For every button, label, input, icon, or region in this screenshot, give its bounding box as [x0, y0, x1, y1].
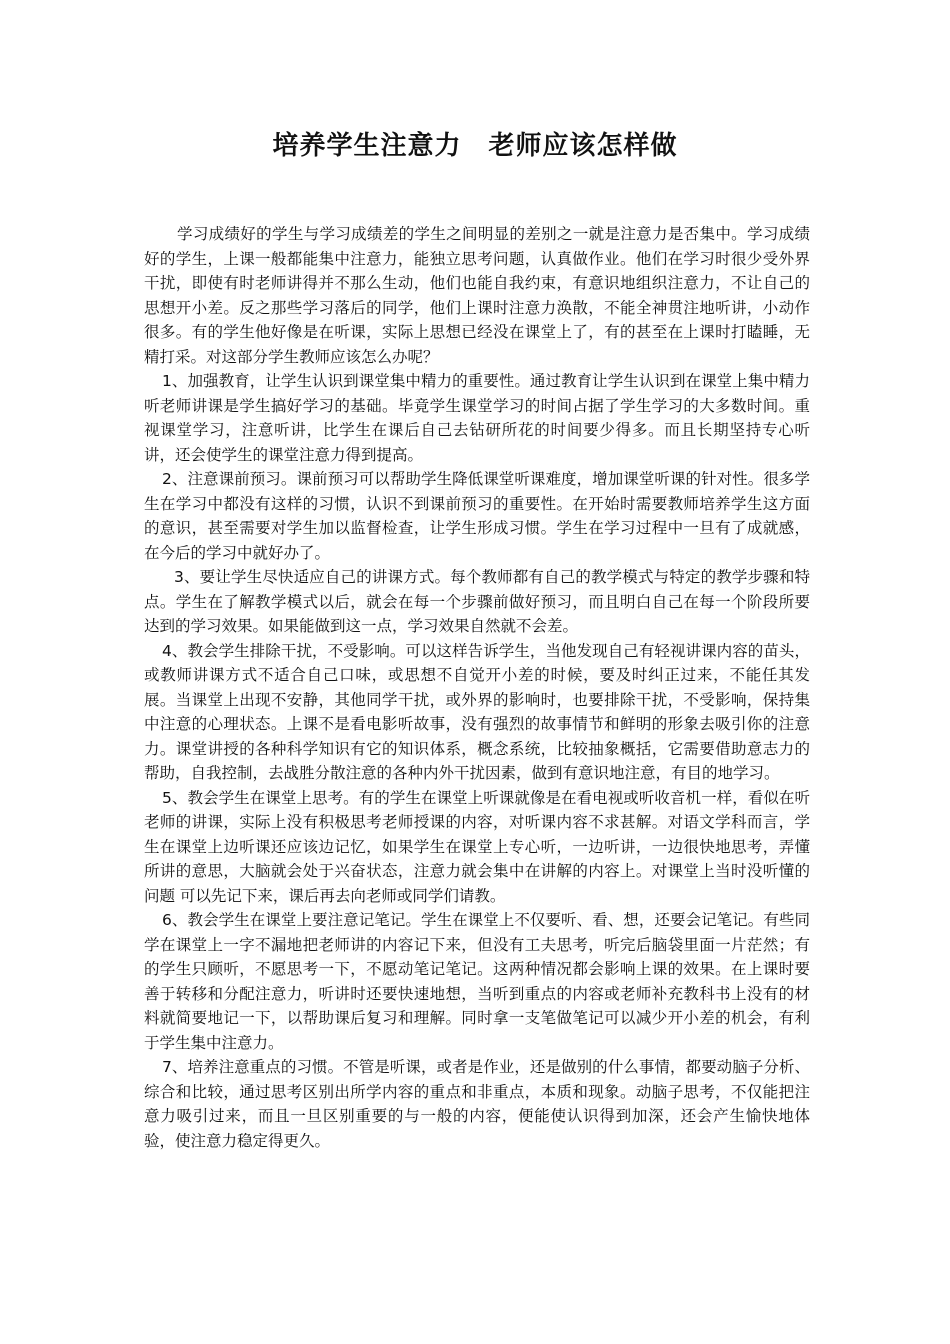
intro-paragraph: 学习成绩好的学生与学习成绩差的学生之间明显的差别之一就是注意力是否集中。学习成绩好的学生，上课一般都能集中注意力，能独立思考问题，认真做作业。他们在学习时很少受外界干扰，即使有时老师讲得并不那么生动，他们也能自我约束，有意识地组织注意力，不让自己的思想开小差。反之那些学习落后的同学，他们上课时注意力涣散，不能全神贯注地听讲，小动作很多。有的学生他好像是在听课，实际上思想已经没在课堂上了，有的甚至在上课时打瞌睡，无精打采。对这部分学生教师应该怎么办呢？ — [144, 225, 810, 366]
point-paragraph-5: 5、教会学生在课堂上思考。有的学生在课堂上听课就像是在看电视或听收音机一样，看似在听老师的讲课，实际上没有积极思考老师授课的内容，对听课内容不求甚解。对语文学科而言，学生在课堂上边听课还应该边记忆，如果学生在课堂上专心听，一边听讲，一边很快地思考，弄懂所讲的意思，大脑就会处于兴奋状态，注意力就会集中在讲解的内容上。对课堂上当时没听懂的问题 可以先记下来，课后再去向老师或同学们请教。 — [144, 788, 810, 905]
point-paragraph-4: 4、教会学生排除干扰，不受影响。可以这样告诉学生，当他发现自己有轻视讲课内容的苗头，或教师讲课方式不适合自己口味，或思想不自觉开小差的时候，要及时纠正过来，不能任其发展。当课堂上出现不安静，其他同学干扰，或外界的影响时，也要排除干扰，不受影响，保持集中注意的心理状态。上课不是看电影听故事，没有强烈的故事情节和鲜明的形象去吸引你的注意力。课堂讲授的各种科学知识有它的知识体系，概念系统，比较抽象概括，它需要借助意志力的帮助，自我控制，去战胜分散注意的各种内外干扰因素，做到有意识地注意，有目的地学习。 — [144, 641, 810, 782]
document-body — [144, 222, 810, 1153]
point-paragraph-7: 7、培养注意重点的习惯。不管是听课，或者是作业，还是做别的什么事情，都要动脑子分析、综合和比较，通过思考区别出所学内容的重点和非重点，本质和现象。动脑子思考，不仅能把注意力吸引过来，而且一旦区别重要的与一般的内容，便能使认识得到加深，还会产生愉快地体验，使注意力稳定得更久。 — [144, 1058, 810, 1150]
point-paragraph-1: 1、加强教育，让学生认识到课堂集中精力的重要性。通过教育让学生认识到在课堂上集中精力听老师讲课是学生搞好学习的基础。毕竟学生课堂学习的时间占据了学生学习的大多数时间。重视课堂学习，注意听讲，比学生在课后自己去钻研所花的时间要少得多。而且长期坚持专心听讲，还会使学生的课堂注意力得到提高。 — [144, 372, 810, 464]
point-paragraph-3: 3、要让学生尽快适应自己的讲课方式。每个教师都有自己的教学模式与特定的教学步骤和特点。学生在了解教学模式以后，就会在每一个步骤前做好预习，而且明白自己在每一个阶段所要达到的学习效果。如果能做到这一点，学习效果自然就不会差。 — [144, 568, 810, 635]
document-title: 培养学生注意力 老师应该怎样做 — [272, 131, 678, 161]
point-paragraph-2: 2、注意课前预习。课前预习可以帮助学生降低课堂听课难度，增加课堂听课的针对性。很多学生在学习中都没有这样的习惯，认识不到课前预习的重要性。在开始时需要教师培养学生这方面的意识，甚至需要对学生加以监督检查，让学生形成习惯。学生在学习过程中一旦有了成就感，在今后的学习中就好办了。 — [144, 470, 810, 562]
point-paragraph-6: 6、教会学生在课堂上要注意记笔记。学生在课堂上不仅要听、看、想，还要会记笔记。有些同学在课堂上一字不漏地把老师讲的内容记下来，但没有工夫思考，听完后脑袋里面一片茫然；有的学生只顾听，不愿思考一下，不愿动笔记笔记。这两种情况都会影响上课的效果。在上课时要善于转移和分配注意力，听讲时还要快速地想，当听到重点的内容或老师补充教科书上没有的材料就简要地记一下，以帮助课后复习和理解。同时拿一支笔做笔记可以减少开小差的机会，有利于学生集中注意力。 — [144, 911, 810, 1052]
